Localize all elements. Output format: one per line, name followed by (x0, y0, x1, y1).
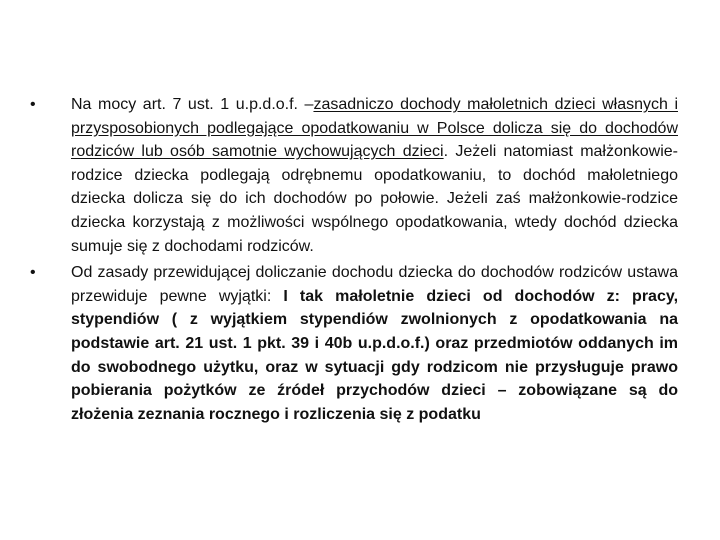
bullet-text-underlined: zasadniczo dochody małoletnich dzieci własnych i przysposobionych podlegające opodatkowaniu w Polsce dolicza się do dochodów rodziców lub osób samotnie wychowujących dzieci (71, 96, 678, 161)
bullet-marker: • (30, 264, 36, 282)
bullet-item-joint-income (30, 93, 678, 258)
bullet-marker: • (30, 96, 36, 113)
bullet-text-intro: Na mocy art. 7 ust. 1 u.p.d.o.f. – (71, 96, 314, 113)
bullet-text-bold: I tak małoletnie dzieci od dochodów z: pracy, stypendiów ( z wyjątkiem stypendiów zwolnionych z opodatkowania na podstawie art. 21 ust. 1 pkt. 39 i 40b u.p.d.o.f.) oraz przedmiotów oddanych im do swobodnego użytku, oraz w sytuacji gdy rodzicom nie przysługuje prawo pobierania pożytków ze źródeł przychodów dzieci – zobowiązane są do złożenia zeznania rocznego i rozliczenia się z podatku (71, 287, 679, 423)
bullet-item-exceptions (30, 261, 678, 426)
bullet-text-plain: Od zasady przewidującej doliczanie dochodu dziecka do dochodów rodziców ustawa przewiduje pewne wyjątki: (71, 264, 678, 305)
bullet-text-continuation: . Jeżeli natomiast małżonkowie-rodzice dziecka podlegają odrębnemu opodatkowaniu, to dochód małoletniego dziecka dolicza się do ich dochodów po połowie. Jeżeli zaś małżonkowie-rodzice dziecka korzystają z możliwości wspólnego opodatkowania, wtedy dochód dziecka sumuje się z dochodami rodziców. (71, 143, 679, 255)
bullet-list (30, 93, 678, 429)
